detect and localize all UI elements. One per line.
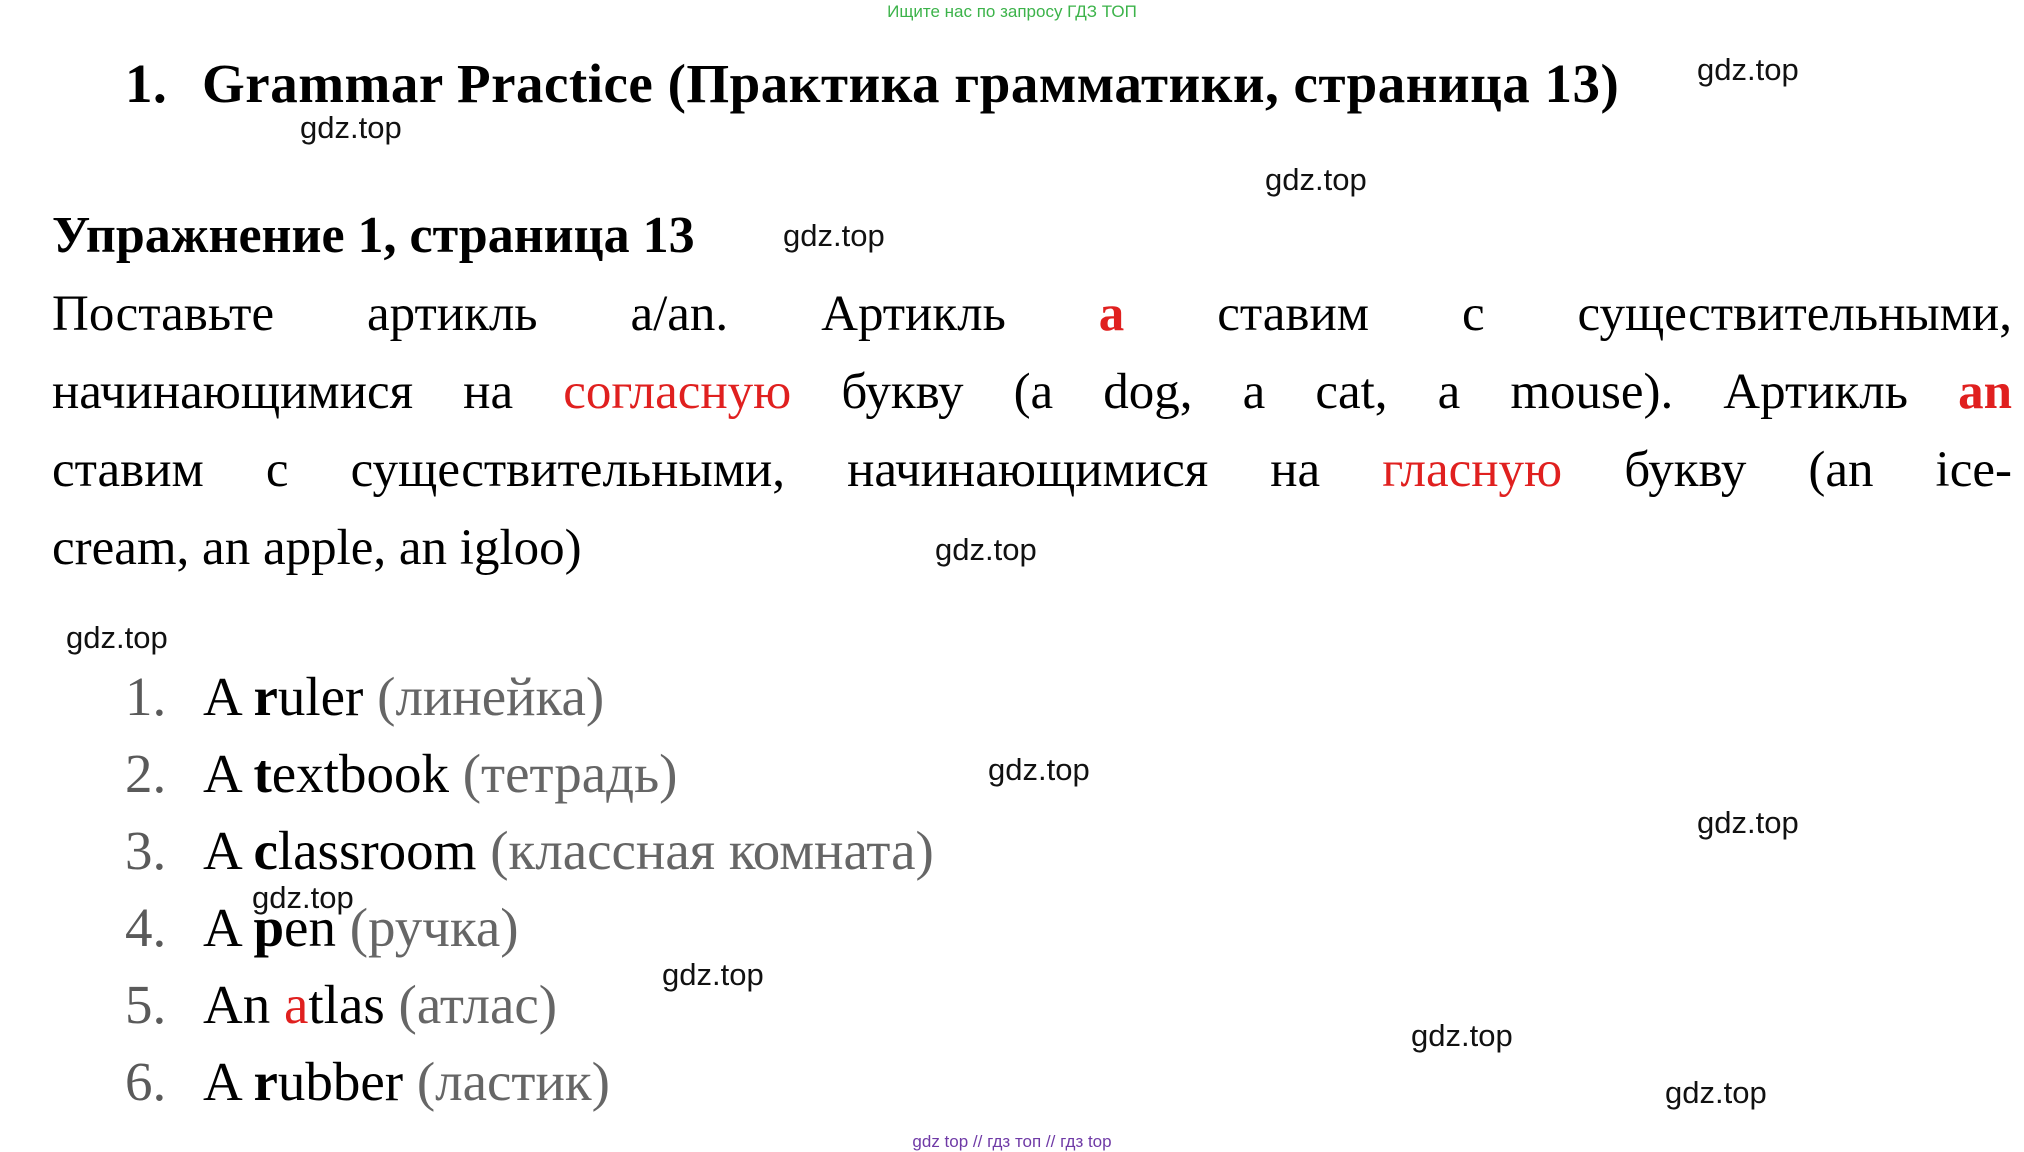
watermark: gdz.top <box>1665 1075 1767 1110</box>
word: с <box>265 442 289 498</box>
item-translation: (ручка) <box>335 897 519 958</box>
word: (a <box>1013 364 1054 420</box>
watermark: gdz.top <box>1697 52 1799 87</box>
word: dog, <box>1103 364 1193 420</box>
list-item <box>125 973 557 1036</box>
footer: gdz top // гдз топ // гдз top <box>912 1132 1112 1151</box>
watermark: gdz.top <box>66 620 168 655</box>
item-first-letter: r <box>253 1051 278 1112</box>
item-first-letter: r <box>253 666 278 727</box>
item-article: An <box>203 974 284 1035</box>
watermark: gdz.top <box>1411 1018 1513 1053</box>
article-a-highlight: a <box>1098 286 1125 342</box>
article-an-highlight: an <box>1958 364 2012 420</box>
page-title <box>125 52 1619 115</box>
item-article: A <box>203 820 254 881</box>
item-word-rest: extbook <box>271 743 449 804</box>
item-number: 5. <box>125 974 167 1035</box>
word: букву <box>841 364 964 420</box>
item-first-letter: c <box>253 820 278 881</box>
word: cat, <box>1315 364 1388 420</box>
item-word-rest: tlas <box>308 974 385 1035</box>
word: a <box>1242 364 1266 420</box>
title-text: Grammar Practice (Практика грамматики, страница 13) <box>202 53 1620 114</box>
word: Поставьте <box>52 286 275 342</box>
watermark: gdz.top <box>300 110 402 145</box>
watermark: gdz.top <box>252 880 354 915</box>
title-number: 1. <box>125 53 168 114</box>
item-number: 3. <box>125 820 167 881</box>
item-article: A <box>203 1051 254 1112</box>
word: существительными, <box>350 442 786 498</box>
consonant-highlight: согласную <box>563 364 792 420</box>
word: на <box>463 364 514 420</box>
word: ставим <box>52 442 204 498</box>
watermark: gdz.top <box>1697 805 1799 840</box>
word: начинающимися <box>52 364 414 420</box>
item-word-rest: lassroom <box>277 820 477 881</box>
instruction-line-2 <box>52 363 2012 421</box>
item-translation: (атлас) <box>384 974 558 1035</box>
item-translation: (ластик) <box>403 1051 610 1112</box>
list-item <box>125 1050 610 1113</box>
word: mouse). <box>1510 364 1674 420</box>
watermark: gdz.top <box>662 957 764 992</box>
item-translation: (линейка) <box>363 666 605 727</box>
item-word-rest: uler <box>277 666 364 727</box>
watermark: gdz.top <box>935 532 1037 567</box>
item-first-letter: p <box>253 897 285 958</box>
item-first-letter: t <box>253 743 272 804</box>
word: (an <box>1808 442 1874 498</box>
watermark: gdz.top <box>988 752 1090 787</box>
item-word-rest: en <box>284 897 336 958</box>
word: a/an. <box>630 286 729 342</box>
list-item <box>125 819 934 882</box>
item-article: A <box>203 743 254 804</box>
word: cream, an apple, an igloo) <box>52 520 582 576</box>
word: начинающимися <box>847 442 1209 498</box>
item-first-letter: a <box>283 974 309 1035</box>
word: Артикль <box>821 286 1006 342</box>
item-number: 6. <box>125 1051 167 1112</box>
top-banner: Ищите нас по запросу ГДЗ ТОП <box>887 2 1137 21</box>
item-article: A <box>203 666 254 727</box>
word: букву <box>1624 442 1747 498</box>
word: ice- <box>1935 442 2012 498</box>
word: с <box>1461 286 1485 342</box>
vowel-highlight: гласную <box>1382 442 1563 498</box>
word: существительными, <box>1577 286 2012 342</box>
list-item <box>125 742 677 805</box>
item-number: 4. <box>125 897 167 958</box>
word: артикль <box>367 286 538 342</box>
item-translation: (тетрадь) <box>448 743 678 804</box>
word: a <box>1437 364 1461 420</box>
item-number: 1. <box>125 666 167 727</box>
watermark: gdz.top <box>783 218 885 253</box>
item-translation: (классная комната) <box>476 820 934 881</box>
item-article: A <box>203 897 254 958</box>
word: Артикль <box>1723 364 1909 420</box>
word: на <box>1270 442 1321 498</box>
watermark: gdz.top <box>1265 162 1367 197</box>
instruction-line-3 <box>52 441 2012 499</box>
item-number: 2. <box>125 743 167 804</box>
instruction-line-1 <box>52 285 2012 343</box>
list-item <box>125 665 604 728</box>
item-word-rest: ubber <box>277 1051 404 1112</box>
exercise-title: Упражнение 1, страница 13 <box>52 207 695 264</box>
word: ставим <box>1217 286 1370 342</box>
